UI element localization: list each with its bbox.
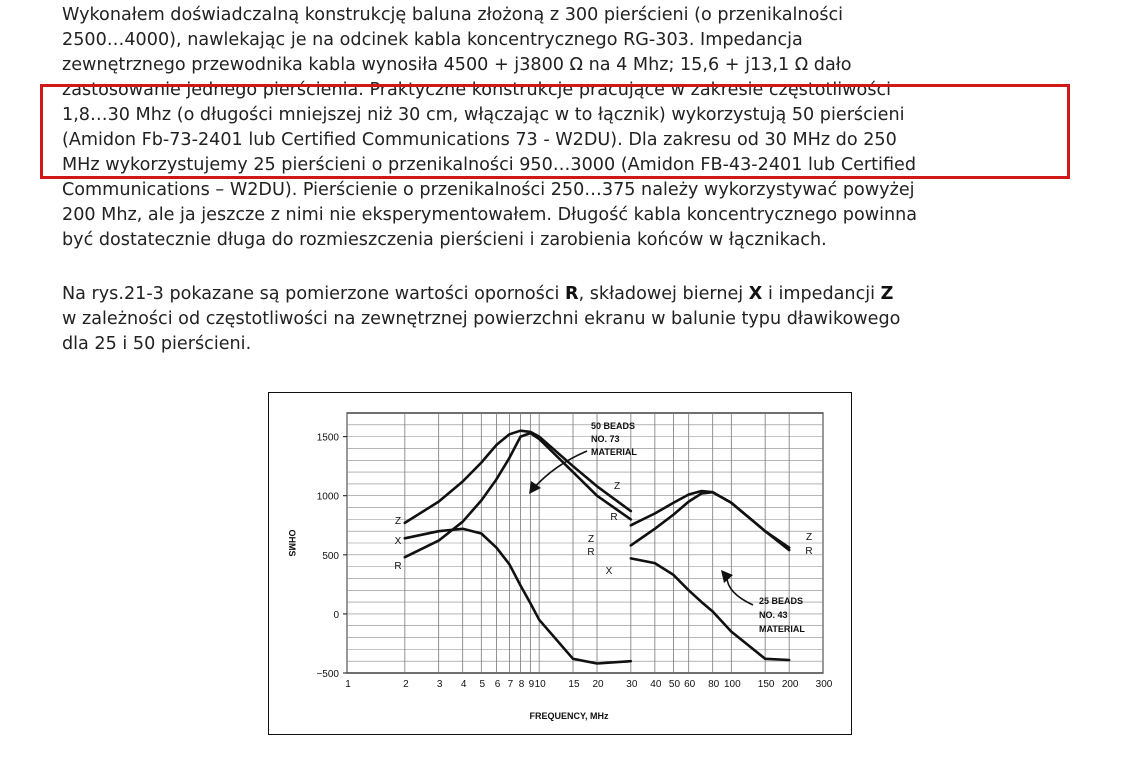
x-tick-label: 2 xyxy=(403,679,409,690)
curve-label-r-right-group: R xyxy=(587,547,595,558)
y-tick-label: 1500 xyxy=(316,432,339,444)
x-tick-label: 8 xyxy=(518,679,525,690)
y-tick-label: 1000 xyxy=(316,491,339,503)
annotation-25-beads: 25 BEADS xyxy=(759,596,804,606)
curve-label-r-left: R xyxy=(394,561,402,572)
x-tick-label: 6 xyxy=(494,679,501,690)
paragraph1-line: 2500…4000), nawlekając je na odcinek kabla koncentrycznego RG-303. Impedancja xyxy=(62,30,803,50)
paragraph2-line3: dla 25 i 50 pierścieni. xyxy=(62,334,252,354)
x-tick-label: 50 xyxy=(668,679,681,690)
curve-label-r-right: R xyxy=(805,546,813,557)
symbol-z: Z xyxy=(880,284,894,304)
x-tick-label: 10 xyxy=(534,679,546,690)
annotation-25-beads: MATERIAL xyxy=(759,624,805,634)
y-axis-title: OHMS xyxy=(287,529,297,557)
x-tick-label: 40 xyxy=(650,679,662,690)
x-tick-label: 30 xyxy=(626,679,638,690)
curve-label-x-right-group: X xyxy=(605,566,613,577)
y-tick-label: 0 xyxy=(333,609,339,621)
paragraph-balun-construction xyxy=(62,3,1072,253)
x-tick-label: 7 xyxy=(507,679,514,690)
x-tick-label: 80 xyxy=(708,679,720,690)
curve-label-r-mid: R xyxy=(610,512,618,523)
annotation-25-beads: NO. 43 xyxy=(759,610,788,620)
arrow-25-beads xyxy=(727,577,753,605)
x-tick-label: 5 xyxy=(479,679,486,690)
paragraph1-line: 200 Mhz, ale ja jeszcze z nimi nie eksperymentowałem. Długość kabla koncentrycznego powinna xyxy=(62,205,918,225)
paragraph1-line: zastosowanie jednego pierścienia. Praktyczne konstrukcje pracujące w zakresie częstotliwości xyxy=(62,80,892,100)
paragraph1-line: Communications – W2DU). Pierścienie o przenikalności 250…375 należy wykorzystywać powyżej xyxy=(62,180,915,200)
x-tick-label: 100 xyxy=(723,679,741,690)
y-tick-label: 500 xyxy=(322,550,339,562)
x-tick-label: 150 xyxy=(757,679,775,690)
symbol-x: X xyxy=(748,284,763,304)
curve-label-z-right: Z xyxy=(805,532,813,543)
x-tick-label: 60 xyxy=(684,679,696,690)
paragraph-figure-description xyxy=(62,282,1072,357)
annotation-50-beads: 50 BEADS xyxy=(591,421,636,431)
x-tick-label: 300 xyxy=(815,679,833,690)
paragraph1-line: MHz wykorzystujemy 25 pierścieni o przenikalności 950…3000 (Amidon FB-43-2401 lub Certified xyxy=(62,155,917,175)
impedance-chart-figure xyxy=(268,392,852,735)
y-tick-label: −500 xyxy=(316,669,339,680)
x-tick-label: 3 xyxy=(436,679,443,690)
paragraph1-line: zewnętrznego przewodnika kabla wynosiła 4500 + j3800 Ω na 4 Mhz; 15,6 + j13,1 Ω dało xyxy=(62,55,852,75)
annotation-50-beads: MATERIAL xyxy=(591,447,637,457)
paragraph1-line: Wykonałem doświadczalną konstrukcję baluna złożoną z 300 pierścieni (o przenikalności xyxy=(62,5,844,25)
x-tick-label: 20 xyxy=(592,679,604,690)
x-tick-label: 4 xyxy=(460,679,467,690)
x-axis-title: FREQUENCY, MHz xyxy=(529,711,609,721)
x-tick-label: 15 xyxy=(568,679,580,690)
paragraph2-line2: w zależności od częstotliwości na zewnętrznej powierzchni ekranu w balunie typu dławikowego xyxy=(62,309,901,329)
curve-label-z-right-group: Z xyxy=(587,534,595,545)
symbol-r: R xyxy=(565,284,579,304)
x-tick-label: 9 xyxy=(528,679,535,690)
curve-label-z-left: Z xyxy=(394,516,402,527)
curve-label-z-mid: Z xyxy=(613,481,621,492)
paragraph1-line: być dostatecznie długa do rozmieszczenia pierścieni i zarobienia końców w łącznikach. xyxy=(62,230,827,250)
paragraph1-line: 1,8…30 Mhz (o długości mniejszej niż 30 cm, włączając w to łącznik) wykorzystują 50 pierścieni xyxy=(62,105,905,125)
annotation-50-beads: NO. 73 xyxy=(591,434,620,444)
paragraph1-line: (Amidon Fb-73-2401 lub Certified Communications 73 - W2DU). Dla zakresu od 30 MHz do 250 xyxy=(62,130,897,150)
x-tick-label: 200 xyxy=(781,679,799,690)
curve-label-x-left: X xyxy=(394,536,402,547)
paragraph2-line1: Na rys.21-3 pokazane są pomierzone wartości oporności R, składowej biernej X i impedancji Z xyxy=(62,284,894,304)
impedance-chart xyxy=(269,393,853,736)
x-tick-label: 1 xyxy=(345,679,351,690)
